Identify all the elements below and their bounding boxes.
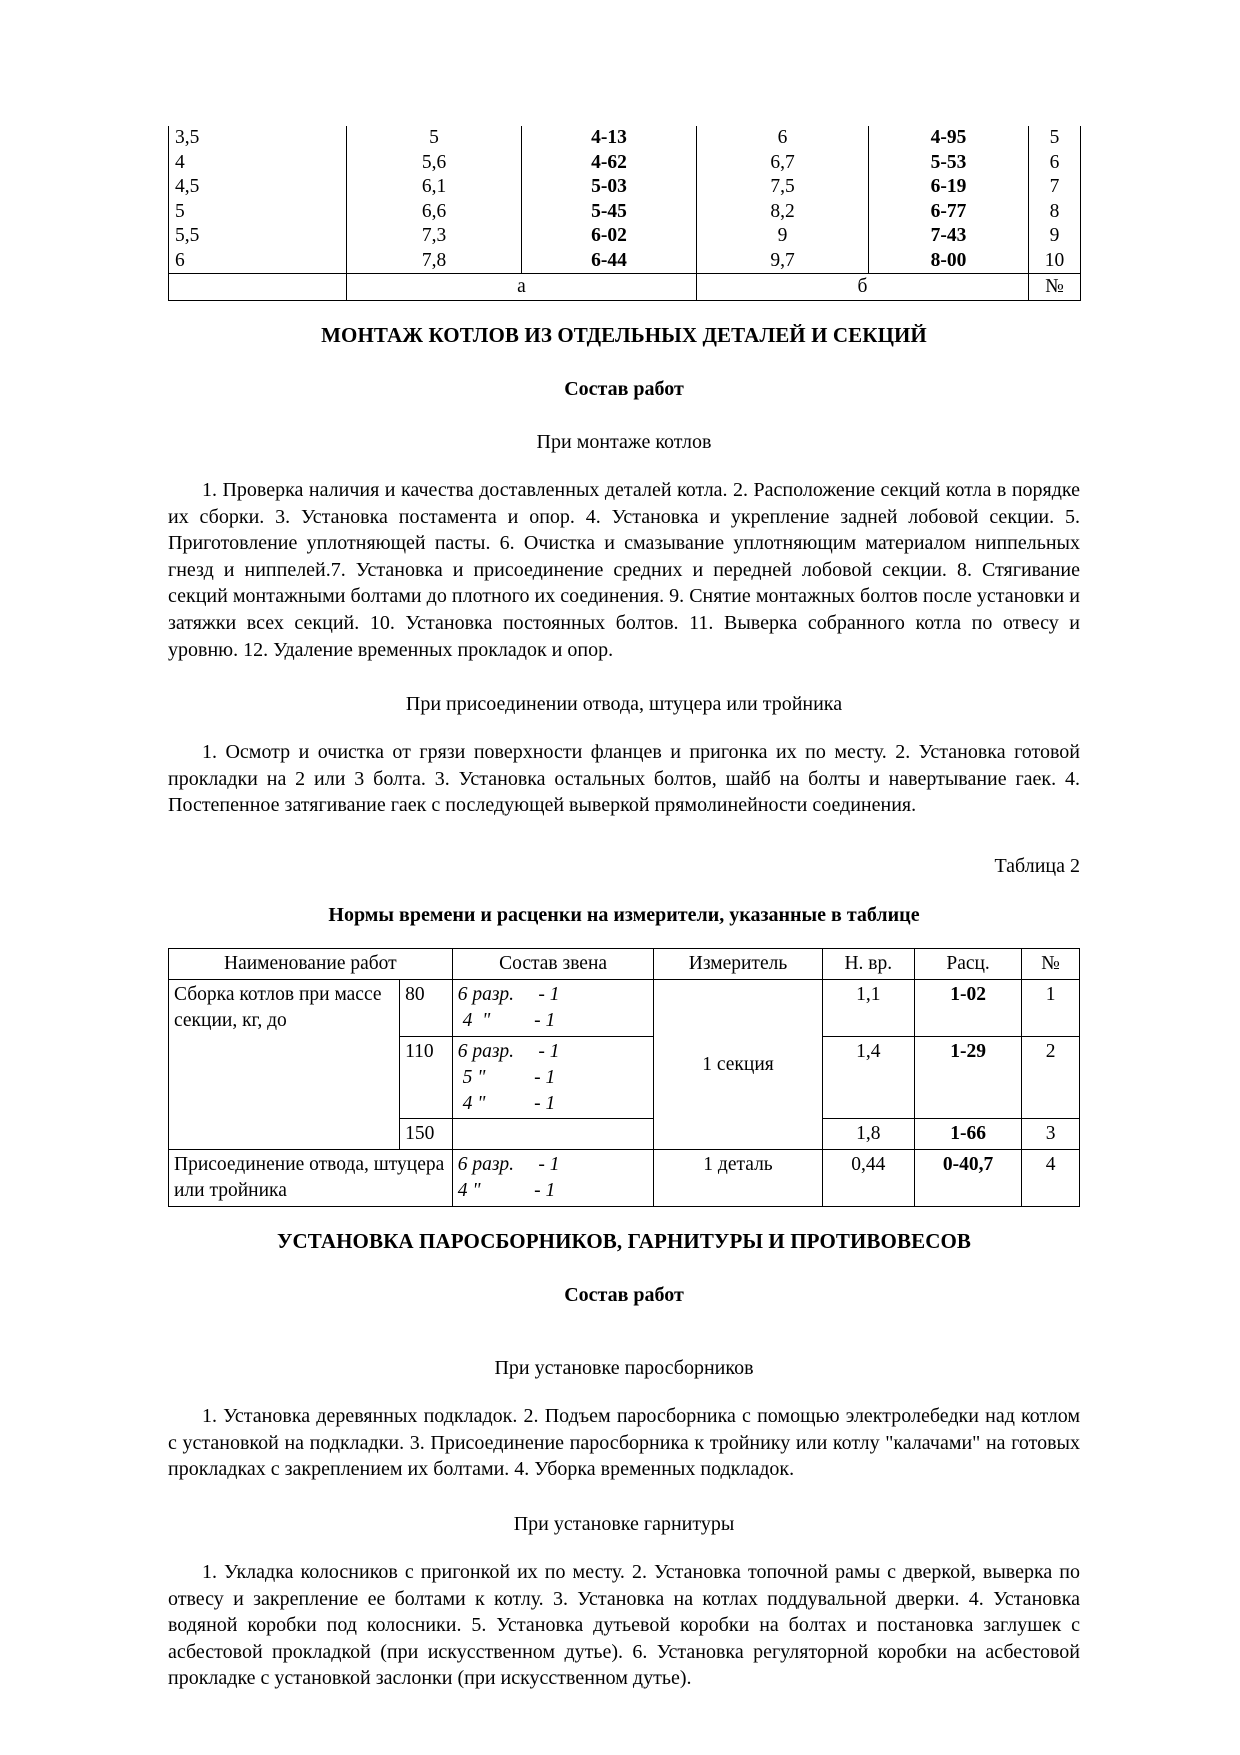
section-title-steam-collectors: УСТАНОВКА ПАРОСБОРНИКОВ, ГАРНИТУРЫ И ПРОТИВОВЕСОВ — [276, 1229, 971, 1254]
cell-num: 6 — [1029, 151, 1081, 176]
table-row — [169, 979, 1080, 1036]
table-footer-row — [169, 274, 1081, 301]
cell-col5: 7-43 — [869, 224, 1029, 249]
cell-col4: 9 — [697, 224, 869, 249]
table-row — [169, 1150, 1080, 1207]
crew-line: 4 " - 1 — [457, 1009, 556, 1031]
continuation-table — [168, 126, 1081, 301]
header-time-norm: Н. вр. — [822, 948, 914, 979]
cell-work-name: Присоединение отвода, штуцера или тройника — [169, 1150, 453, 1207]
paragraph-fittings-steps: 1. Укладка колосников с пригонкой их по месту. 2. Установка топочной рамы с дверкой, выверка по отвесу и закрепление ее болтами к котлу. 3. Установка на котлах поддувальной дверки. 4. Установка водяной коробки под колосники. 5. Установка дутьевой коробки на болтах и постановка заглушек с асбестовой прокладкой (при искусственном дутье). 6. Установка регуляторной коробки на асбестовой прокладке с установкой заслонки (при искусственном дутье). — [168, 1561, 1080, 1690]
section-title-boiler-assembly: МОНТАЖ КОТЛОВ ИЗ ОТДЕЛЬНЫХ ДЕТАЛЕЙ И СЕКЦИЙ — [321, 323, 927, 347]
paragraph-steam-collector-steps: 1. Установка деревянных подкладок. 2. Подъем паросборника с помощью электролебедки над котлом с установкой на подкладки. 3. Присоединение паросборника к тройнику или котлу "калачами" на готовых прокладках с закреплением их болтами. 4. Уборка временных подкладок. — [168, 1405, 1080, 1481]
cell-col3: 5-45 — [522, 200, 697, 225]
cell-col1: 4 — [169, 151, 347, 176]
cell-col2: 7,8 — [347, 249, 522, 274]
cell-time-norm: 1,4 — [822, 1036, 914, 1119]
footer-cell-empty — [169, 274, 347, 301]
cell-col4: 9,7 — [697, 249, 869, 274]
table-row — [169, 224, 1081, 249]
cell-num: 8 — [1029, 200, 1081, 225]
crew-line: 6 разр. - 1 — [457, 1040, 560, 1062]
paragraph-branch-connection-steps: 1. Осмотр и очистка от грязи поверхности фланцев и пригонка их по месту. 2. Установка готовой прокладки на 2 или 3 болта. 3. Установка остальных болтов, шайб на болты и навертывание гаек. 4. Постепенное затягивание гаек с последующей выверкой прямолинейности соединения. — [168, 741, 1080, 817]
cell-num: 2 — [1022, 1036, 1080, 1119]
subheading-boiler-mounting: При монтаже котлов — [536, 431, 712, 453]
crew-line: 5 " - 1 — [457, 1066, 556, 1088]
footer-cell-b: б — [697, 274, 1029, 301]
header-meter: Измеритель — [654, 948, 822, 979]
cell-meter: 1 секция — [654, 979, 822, 1150]
cell-col4: 8,2 — [697, 200, 869, 225]
header-work-name: Наименование работ — [169, 948, 453, 979]
cell-meter: 1 деталь — [654, 1150, 822, 1207]
crew-line: 6 разр. - 1 — [457, 1154, 560, 1176]
table-header-row — [169, 948, 1080, 979]
cell-crew — [452, 1150, 654, 1207]
cell-col1: 4,5 — [169, 175, 347, 200]
cell-col3: 4-13 — [522, 126, 697, 151]
cell-col3: 5-03 — [522, 175, 697, 200]
cell-col5: 6-77 — [869, 200, 1029, 225]
header-crew: Состав звена — [452, 948, 654, 979]
cell-rate: 1-02 — [915, 979, 1022, 1036]
cell-num: 3 — [1022, 1119, 1080, 1150]
cell-col2: 6,6 — [347, 200, 522, 225]
cell-crew — [452, 979, 654, 1036]
cell-col5: 6-19 — [869, 175, 1029, 200]
table-caption: Нормы времени и расценки на измерители, указанные в таблице — [328, 903, 920, 926]
cell-col2: 5 — [347, 126, 522, 151]
cell-col5: 4-95 — [869, 126, 1029, 151]
cell-mass: 110 — [400, 1036, 453, 1119]
cell-rate: 1-29 — [915, 1036, 1022, 1119]
table-row — [169, 151, 1081, 176]
page-content — [168, 0, 1080, 1692]
footer-cell-a: а — [347, 274, 697, 301]
works-composition-heading-2: Состав работ — [564, 1284, 684, 1307]
cell-crew — [452, 1119, 654, 1150]
subheading-fittings-install: При установке гарнитуры — [513, 1513, 735, 1536]
table-number-label: Таблица 2 — [994, 854, 1080, 877]
cell-col5: 8-00 — [869, 249, 1029, 274]
footer-cell-num: № — [1029, 274, 1081, 301]
works-composition-heading-1: Состав работ — [564, 378, 684, 400]
paragraph-boiler-mounting-steps: 1. Проверка наличия и качества доставленных деталей котла. 2. Расположение секций котла в порядке их сборки. 3. Установка постамента и опор. 4. Установка и укрепление задней лобовой секции. 5. Приготовление уплотняющей пасты. 6. Очистка и смазывание уплотняющим материалом ниппельных гнезд и ниппелей.7. Установка и присоединение средних и передней лобовой секции. 8. Стягивание секций монтажными болтами до плотного их соединения. 9. Снятие монтажных болтов после установки и затяжки всех секций. 10. Установка постоянных болтов. 11. Выверка собранного котла по отвесу и уровню. 12. Удаление временных прокладок и опор. — [168, 479, 1080, 661]
table-row — [169, 200, 1081, 225]
cell-col2: 7,3 — [347, 224, 522, 249]
spacer — [168, 1307, 1080, 1327]
table-row — [169, 175, 1081, 200]
header-rate: Расц. — [915, 948, 1022, 979]
cell-col1: 3,5 — [169, 126, 347, 151]
cell-mass: 80 — [400, 979, 453, 1036]
cell-col3: 6-44 — [522, 249, 697, 274]
cell-col4: 7,5 — [697, 175, 869, 200]
table-row — [169, 126, 1081, 151]
cell-time-norm: 1,8 — [822, 1119, 914, 1150]
cell-num: 10 — [1029, 249, 1081, 274]
cell-num: 9 — [1029, 224, 1081, 249]
cell-col4: 6,7 — [697, 151, 869, 176]
cell-crew — [452, 1036, 654, 1119]
crew-line: 4 " - 1 — [457, 1092, 556, 1114]
cell-mass: 150 — [400, 1119, 453, 1150]
cell-col3: 4-62 — [522, 151, 697, 176]
cell-time-norm: 1,1 — [822, 979, 914, 1036]
cell-col5: 5-53 — [869, 151, 1029, 176]
cell-num: 5 — [1029, 126, 1081, 151]
cell-col1: 5,5 — [169, 224, 347, 249]
norms-table — [168, 948, 1080, 1207]
header-num: № — [1022, 948, 1080, 979]
cell-num: 4 — [1022, 1150, 1080, 1207]
cell-work-name: Сборка котлов при массе секции, кг, до — [169, 979, 400, 1150]
cell-col4: 6 — [697, 126, 869, 151]
subheading-branch-connection: При присоединении отвода, штуцера или тройника — [405, 693, 843, 716]
crew-line: 4 " - 1 — [457, 1180, 556, 1202]
cell-col1: 6 — [169, 249, 347, 274]
cell-col2: 5,6 — [347, 151, 522, 176]
cell-num: 7 — [1029, 175, 1081, 200]
cell-num: 1 — [1022, 979, 1080, 1036]
cell-rate: 1-66 — [915, 1119, 1022, 1150]
subheading-steam-collector-install: При установке паросборников — [494, 1357, 754, 1380]
cell-time-norm: 0,44 — [822, 1150, 914, 1207]
cell-col2: 6,1 — [347, 175, 522, 200]
table-row — [169, 249, 1081, 274]
crew-line: 6 разр. - 1 — [457, 983, 560, 1005]
cell-col3: 6-02 — [522, 224, 697, 249]
cell-col1: 5 — [169, 200, 347, 225]
cell-rate: 0-40,7 — [915, 1150, 1022, 1207]
